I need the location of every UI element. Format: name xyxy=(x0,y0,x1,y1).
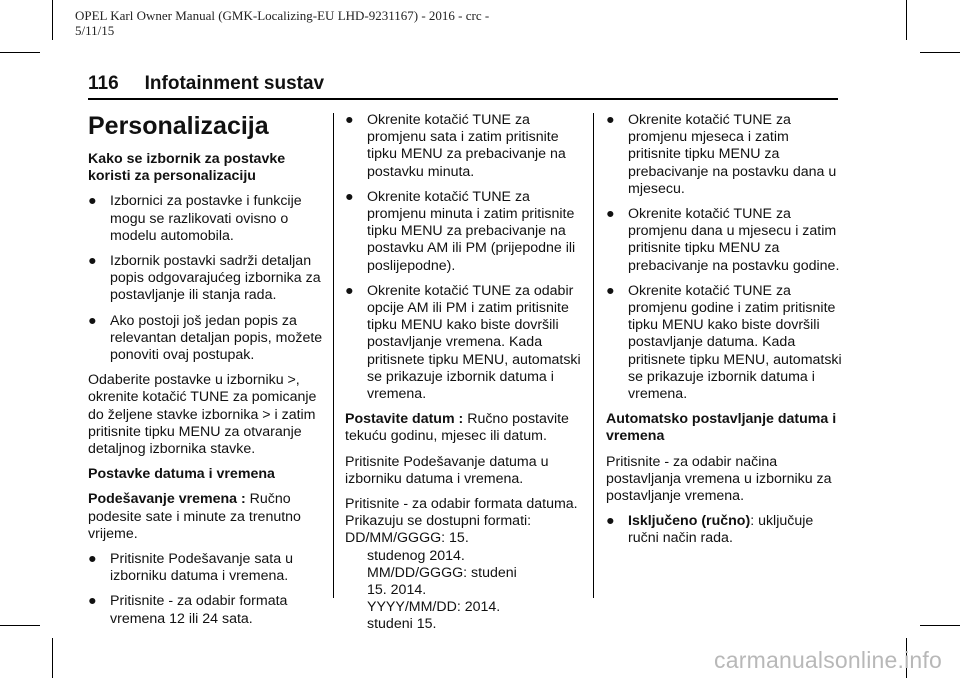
page-title: Personalizacija xyxy=(88,112,269,140)
bullet-icon: ● xyxy=(88,551,97,568)
list-item: ● Okrenite kotačić TUNE za promjenu sata i zatim pritisnite tipku MENU za prebacivanje na postavku minuta. xyxy=(345,112,566,180)
lead-label: Podešavanje vremena : xyxy=(88,491,246,508)
bullet-icon: ● xyxy=(345,112,354,128)
list-item: ● Ako postoji još jedan popis za relevantan detaljan popis, možete ponoviti ovaj postupak. xyxy=(88,312,323,364)
crop-mark-bottom-right-h xyxy=(920,625,960,626)
print-meta xyxy=(75,8,635,38)
lead-label: Postavite datum : xyxy=(345,411,464,428)
crop-mark-top-right-v xyxy=(906,0,907,40)
bullet-icon: ● xyxy=(88,193,97,210)
print-meta-line1: OPEL Karl Owner Manual (GMK-Localizing-EU LHD-9231167) - 2016 - crc - xyxy=(75,8,490,23)
format-line: studeni 15. xyxy=(367,616,437,633)
list-item: ● Pritisnite Podešavanje sata u izborniku datuma i vremena. xyxy=(88,551,293,585)
format-line: studenog 2014. xyxy=(367,547,465,564)
format-line: YYYY/MM/DD: 2014. xyxy=(367,599,501,616)
crop-mark-bottom-left-v xyxy=(52,638,53,678)
list-item: ● Isključeno (ručno): uključuje ručni način rada. xyxy=(606,513,814,547)
column-1 xyxy=(88,112,324,636)
column-divider-1 xyxy=(333,113,334,598)
column-divider-2 xyxy=(593,113,594,598)
bullet-icon: ● xyxy=(606,282,615,299)
list-item: ● Okrenite kotačić TUNE za promjenu minuta i zatim pritisnite tipku MENU za prebacivanje na postavku AM ili PM (prijepodne ili poslijepodne). xyxy=(345,188,576,274)
paragraph: Odaberite postavke u izborniku >, okrenite kotačić TUNE za pomicanje do željene stavke izbornika > i zatim pritisnite tipku MENU za otvaranje detaljnog izbornika stavke. xyxy=(88,372,317,458)
crop-mark-top-left-v xyxy=(52,0,53,40)
list-item: ● Pritisnite - za odabir formata vremena 12 ili 24 sata. xyxy=(88,593,288,627)
list-item: ● Okrenite kotačić TUNE za promjenu mjeseca i zatim pritisnite tipku MENU za prebacivanje na postavku dana u mjesecu. xyxy=(606,112,837,197)
subheading-menu-usage: Kako se izbornik za postavke koristi za personalizaciju xyxy=(88,151,286,185)
paragraph: Pritisnite Podešavanje datuma u izborniku datuma i vremena. xyxy=(345,453,549,487)
bullet-icon: ● xyxy=(345,188,354,205)
header-rule xyxy=(88,98,838,100)
list-item: ● Izbornik postavki sadrži detaljan popis odgovarajućeg izbornika za postavljanje ili stanja rada. xyxy=(88,253,321,304)
page-number: 116 xyxy=(88,73,119,94)
watermark: carmanualsonline.info xyxy=(714,647,942,673)
page-header xyxy=(88,73,324,95)
format-line: 15. 2014. xyxy=(367,582,427,599)
paragraph-date-formats: Pritisnite - za odabir formata datuma. Prikazuju se dostupni formati: DD/MM/GGGG: 15. studenog 2014. MM/DD/GGGG: studeni 15. 2014. YYYY/MM/DD: 2014. studeni 15. xyxy=(345,496,585,634)
paragraph: Pritisnite - za odabir načina postavljanja vremena u izborniku za postavljanje vremena. xyxy=(606,453,832,505)
crop-mark-bottom-left-h xyxy=(0,625,40,626)
print-meta-line2: 5/11/15 xyxy=(75,23,115,38)
column-3 xyxy=(606,112,842,556)
subheading-date-time: Postavke datuma i vremena xyxy=(88,466,275,483)
bullet-icon: ● xyxy=(88,312,97,329)
list-item: ● Izbornici za postavke i funkcije mogu se razlikovati ovisno o modelu automobila. xyxy=(88,193,302,244)
list-item: ● Okrenite kotačić TUNE za odabir opcije AM ili PM i zatim pritisnite tipku MENU kako biste dovršili postavljanje vremena. Kada pritisnete tipku MENU, automatski se prikazuje izbornik datuma i vremena. xyxy=(345,282,581,403)
bullet-icon: ● xyxy=(606,112,615,128)
list-item: ● Okrenite kotačić TUNE za promjenu godine i zatim pritisnite tipku MENU kako biste dovršili postavljanje datuma. Kada pritisnete tipku MENU, automatski se prikazuje izbornik datuma i vremena. xyxy=(606,282,842,403)
subheading-auto-date-time: Automatsko postavljanje datuma i vremena xyxy=(606,411,837,445)
bullet-icon: ● xyxy=(345,282,354,299)
list-item: ● Okrenite kotačić TUNE za promjenu dana u mjesecu i zatim pritisnite tipku MENU za prebacivanje na postavku godine. xyxy=(606,206,840,274)
crop-mark-top-right-h xyxy=(920,52,960,53)
paragraph-time-setting: Podešavanje vremena : Ručno podesite sate i minute za trenutno vrijeme. xyxy=(88,491,301,542)
bullet-icon: ● xyxy=(606,206,615,223)
section-title: Infotainment sustav xyxy=(144,73,325,94)
column-2 xyxy=(345,112,585,642)
crop-mark-top-left-h xyxy=(0,52,40,53)
bullet-icon: ● xyxy=(606,513,615,530)
paragraph-date-setting: Postavite datum : Ručno postavite tekuću godinu, mjesec ili datum. xyxy=(345,411,569,445)
bullet-icon: ● xyxy=(88,593,97,610)
format-line: MM/DD/GGGG: studeni xyxy=(367,564,517,581)
option-label: Isključeno (ručno) xyxy=(628,513,751,530)
bullet-icon: ● xyxy=(88,253,97,270)
